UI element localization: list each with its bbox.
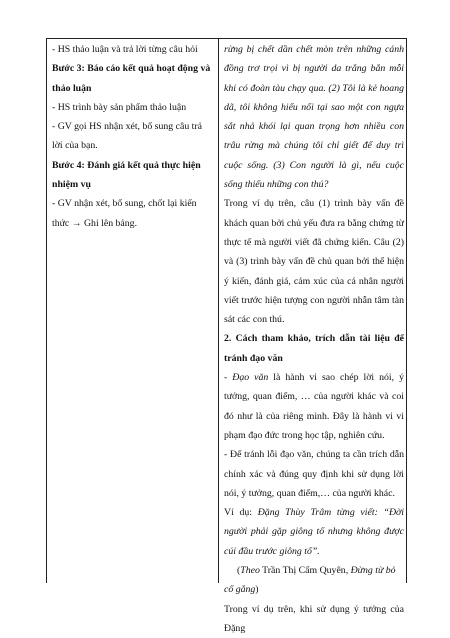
- example-paragraph: [224, 503, 404, 561]
- right-column: [224, 40, 404, 638]
- example-quote: Đặng Thùy Trâm từng viết: “Đời người phải gặp giông tố nhưng không được cúi đầu trước giông tố”.: [224, 507, 405, 557]
- left-column: [52, 40, 214, 233]
- example-label: Ví dụ:: [224, 507, 258, 519]
- term-dao-van: - Đạo văn: [224, 372, 269, 384]
- step3-heading: Bước 3: Báo cáo kết quả hoạt động và thảo luận: [52, 63, 211, 94]
- left-line-feedback: - GV gọi HS nhận xét, bổ sung câu trả lời của bạn.: [52, 121, 203, 152]
- plagiarism-definition: [224, 368, 404, 445]
- left-line-conclude: - GV nhận xét, bổ sung, chốt lại kiến thức → Ghi lên bảng.: [52, 198, 197, 229]
- citation-advice: - Để tránh lỗi đạo văn, chúng ta cần trích dẫn chính xác và đúng quy định khi sử dụng lời nói, ý tưởng, quan điểm,… của người khác.: [224, 449, 404, 499]
- citation-title: Đừng từ bỏ cố gắng: [224, 565, 396, 596]
- analysis-paragraph: Trong ví dụ trên, câu (1) trình bày vấn đề khách quan bởi chủ yếu đưa ra bằng chứng từ thực tế mà người viết đã chứng kiến. Câu (2) và (3) trình bày vấn đề chủ quan bởi thể hiện ý kiến, đánh giá, cảm xúc của cá nhân người viết trước hiện tượng con người nhẫn tâm tàn sát các con thú.: [224, 198, 404, 326]
- column-divider: [218, 39, 219, 583]
- left-line-discussion: - HS thảo luận và trả lời từng câu hỏi: [52, 44, 198, 55]
- citation-close: ): [255, 584, 259, 596]
- quote-paragraph: rừng bị chết dần chết mòn trên những cánh đồng trơ trọi vì bị người da trắng bắn mỗi khi có đoàn tàu chạy qua. (2) Tôi là kẻ hoang dã, tôi không hiểu nổi tại sao một con ngựa sắt nhả khói lại quan trọng hơn nhiều con trâu rừng mà chúng tôi chỉ giết để duy trì cuộc sống. (3) Con người là gì, nếu cuộc sống thiếu những con thú?: [224, 44, 404, 191]
- left-line-present: - HS trình bày sản phẩm thảo luận: [52, 101, 187, 113]
- final-paragraph: Trong ví dụ trên, khi sử dụng ý tưởng của Đặng: [224, 603, 404, 634]
- source-citation: [224, 561, 404, 600]
- section-2-heading: 2. Cách tham khảo, trích dẫn tài liệu để tránh đạo văn: [224, 333, 404, 364]
- citation-author: Trần Thị Cẩm Quyên,: [259, 565, 351, 577]
- citation-open: (: [237, 565, 241, 577]
- citation-theo: Theo: [240, 565, 260, 577]
- lesson-table: [46, 38, 407, 634]
- definition-text: là hành vi sao chép lời nói, ý tưởng, quan điểm, … của người khác và coi đó như là của riêng mình. Đây là hành vi vi phạm đạo đức trong học tập, nghiên cứu.: [224, 372, 404, 441]
- step4-heading: Bước 4: Đánh giá kết quả thực hiện nhiệm vụ: [52, 159, 201, 191]
